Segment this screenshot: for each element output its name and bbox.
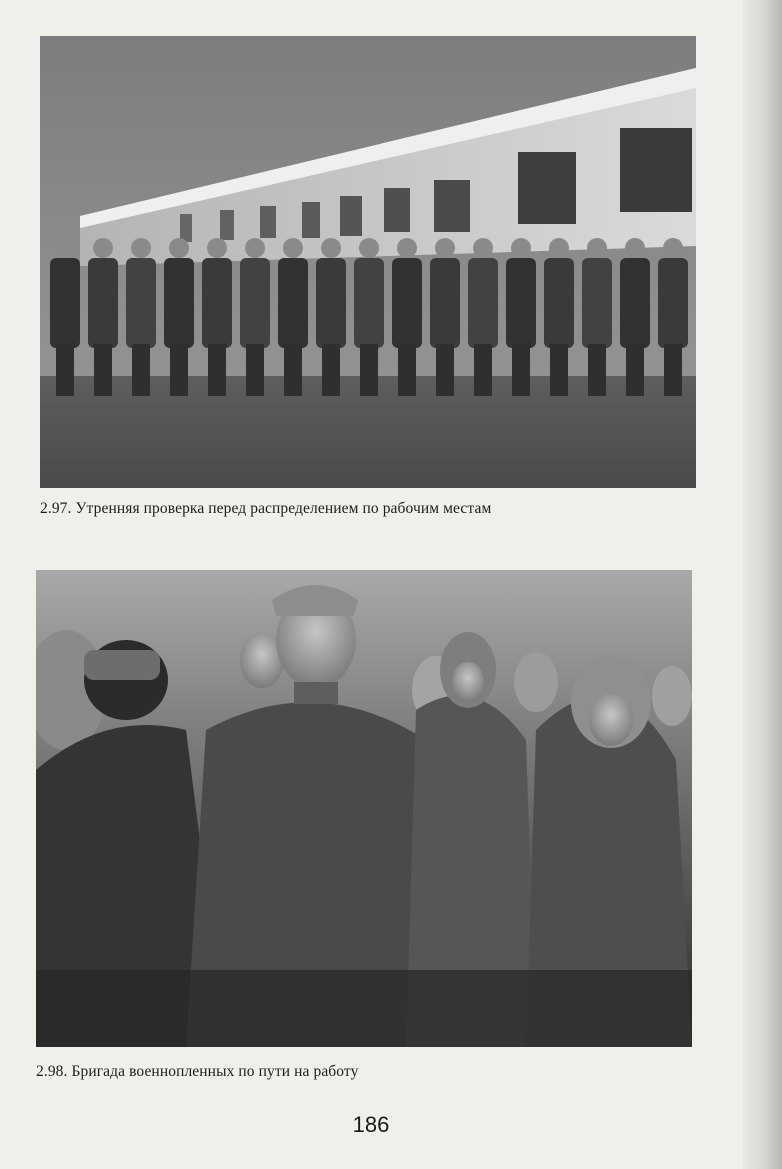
page-edge-shadow [742,0,782,1169]
figure-caption: 2.98. Бригада военнопленных по пути на работу [36,1063,359,1080]
men-in-formation-photo [40,36,696,488]
figure-caption: 2.97. Утренняя проверка перед распределением по рабочим местам [40,500,492,517]
page-number: 186 [352,1112,390,1137]
prisoners-brigade-photo [36,570,692,1047]
